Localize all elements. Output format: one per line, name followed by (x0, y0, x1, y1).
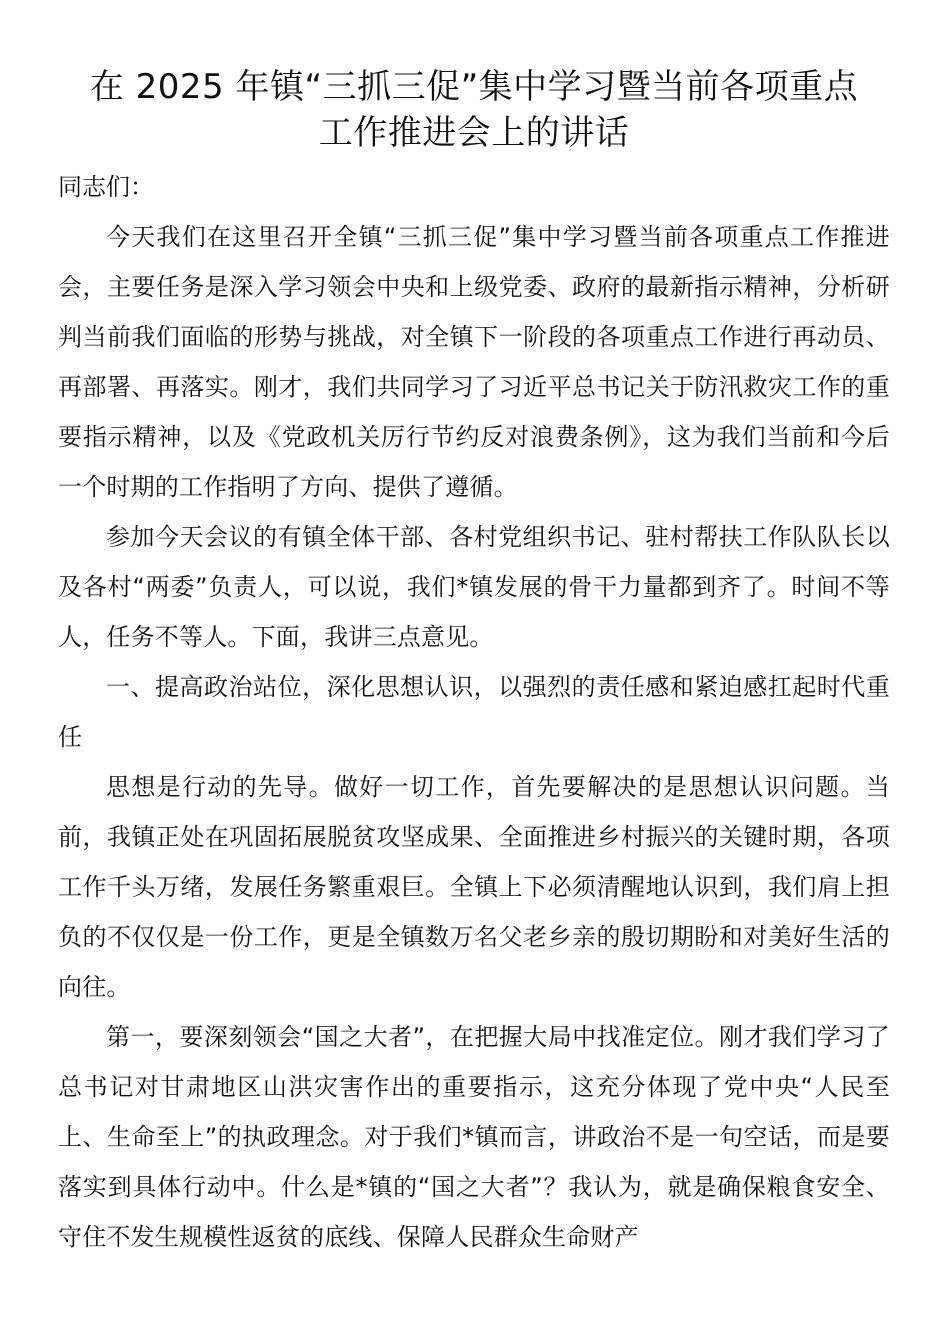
salutation: 同志们： (58, 173, 154, 201)
paragraph-attendees: 参加今天会议的有镇全体干部、各村党组织书记、驻村帮扶工作队队长以及各村“两委”负责人，可以说，我们*镇发展的骨干力量都到齐了。时间不等人，任务不等人。下面，我讲三点意见。 (58, 523, 890, 651)
document-title (58, 64, 890, 156)
paragraph-opening: 今天我们在这里召开全镇“三抓三促”集中学习暨当前各项重点工作推进会，主要任务是深入学习领会中央和上级党委、政府的最新指示精神，分析研判当前我们面临的形势与挑战，对全镇下一阶段的各项重点工作进行再动员、再部署、再落实。刚才，我们共同学习了习近平总书记关于防汛救灾工作的重要指示精神，以及《党政机关厉行节约反对浪费条例》，这为我们当前和今后一个时期的工作指明了方向、提供了遵循。 (58, 223, 890, 501)
paragraph-first-point: 第一，要深刻领会“国之大者”，在把握大局中找准定位。刚才我们学习了总书记对甘肃地区山洪灾害作出的重要指示，这充分体现了党中央“人民至上、生命至上”的执政理念。对于我们*镇而言，讲政治不是一句空话，而是要落实到具体行动中。什么是*镇的“国之大者”？我认为，就是确保粮食安全、守住不发生规模性返贫的底线、保障人民群众生命财产 (58, 1023, 890, 1251)
paragraph-thinking: 思想是行动的先导。做好一切工作，首先要解决的是思想认识问题。当前，我镇正处在巩固拓展脱贫攻坚成果、全面推进乡村振兴的关键时期，各项工作千头万绪，发展任务繁重艰巨。全镇上下必须清醒地认识到，我们肩上担负的不仅仅是一份工作，更是全镇数万名父老乡亲的殷切期盼和对美好生活的向往。 (58, 773, 890, 1001)
section-heading-1: 一、提高政治站位，深化思想认识，以强烈的责任感和紧迫感扛起时代重任 (58, 673, 890, 751)
title-line-2: 工作推进会上的讲话 (318, 113, 630, 153)
title-line-1: 在 2025 年镇“三抓三促”集中学习暨当前各项重点 (89, 67, 859, 107)
